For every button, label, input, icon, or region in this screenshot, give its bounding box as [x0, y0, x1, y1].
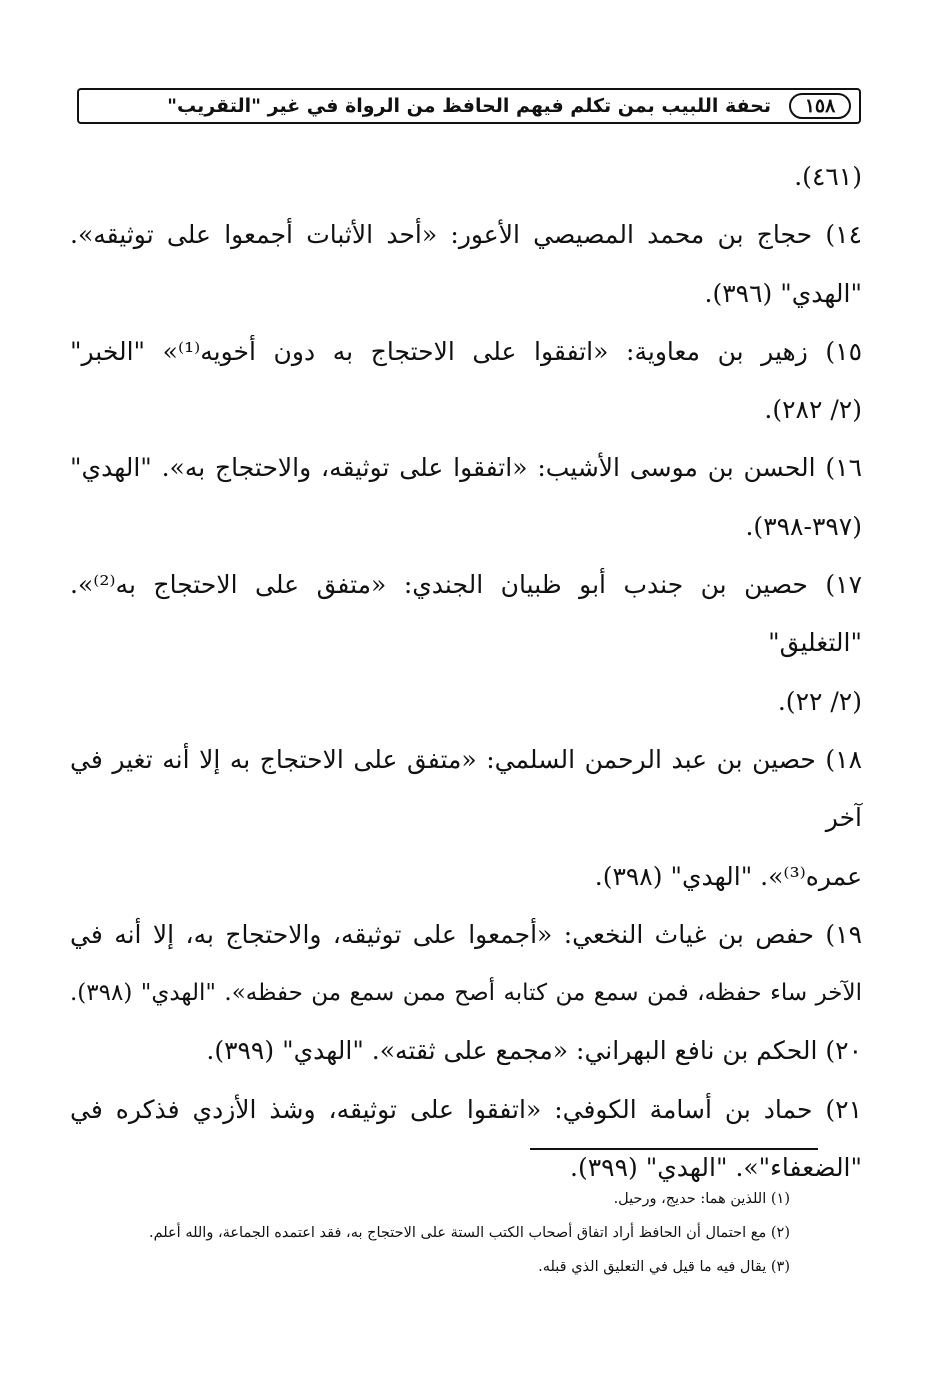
body-text: [70, 148, 862, 1197]
text-line: الآخر ساء حفظه، فمن سمع من كتابه أصح ممن سمع من حفظه». "الهدي" (٣٩٨).: [70, 980, 862, 1007]
text-line: ١٥) زهير بن معاوية: «اتفقوا على الاحتجاج به دون أخويه⁽¹⁾» "الخبر": [70, 336, 862, 366]
text-line: ١٩) حفص بن غياث النخعي: «أجمعوا على توثيقه، والاحتجاج به، إلا أنه في: [70, 919, 862, 949]
footnote: (١) اللذين هما: حديج، ورحيل.: [613, 1191, 790, 1207]
footnote: (٣) يقال فيه ما قيل في التعليق الذي قبله.: [538, 1259, 790, 1275]
text-line: (٢/ ٢٢).: [777, 686, 862, 716]
text-line: ١٨) حصين بن عبد الرحمن السلمي: «متفق على الاحتجاج به إلا أنه تغير في آخر: [70, 744, 862, 833]
text-line: "الضعفاء"». "الهدي" (٣٩٩).: [570, 1153, 862, 1183]
text-line: (٤٦١).: [794, 162, 862, 191]
text-line: ١٦) الحسن بن موسى الأشيب: «اتفقوا على توثيقه، والاحتجاج به». "الهدي": [70, 453, 862, 483]
running-header: [77, 88, 861, 124]
page-number: ١٥٨: [789, 93, 851, 119]
text-line: "الهدي" (٣٩٦).: [704, 278, 862, 308]
text-line: ٢١) حماد بن أسامة الكوفي: «اتفقوا على توثيقه، وشذ الأزدي فذكره في: [70, 1094, 862, 1124]
text-line: عمره⁽³⁾». "الهدي" (٣٩٨).: [594, 861, 862, 891]
footnote: (٢) مع احتمال أن الحافظ أراد اتفاق أصحاب الكتب الستة على الاحتجاج به، فقد اعتمده الجماعة، والله أعلم.: [148, 1225, 790, 1241]
footnote-separator: [530, 1148, 818, 1150]
footnotes: [100, 1182, 790, 1284]
text-line: (٣٩٧-٣٩٨).: [745, 511, 862, 541]
text-line: (٢/ ٢٨٢).: [764, 395, 862, 425]
header-title: تحفة اللبيب بمن تكلم فيهم الحافظ من الرواة في غير "التقريب": [167, 95, 771, 117]
text-line: ١٧) حصين بن جندب أبو ظبيان الجندي: «متفق على الاحتجاج به⁽²⁾». "التغليق": [70, 570, 862, 658]
text-line: ١٤) حجاج بن محمد المصيصي الأعور: «أحد الأثبات أجمعوا على توثيقه».: [70, 220, 862, 250]
text-line: ٢٠) الحكم بن نافع البهراني: «مجمع على ثقته». "الهدي" (٣٩٩).: [206, 1036, 862, 1066]
